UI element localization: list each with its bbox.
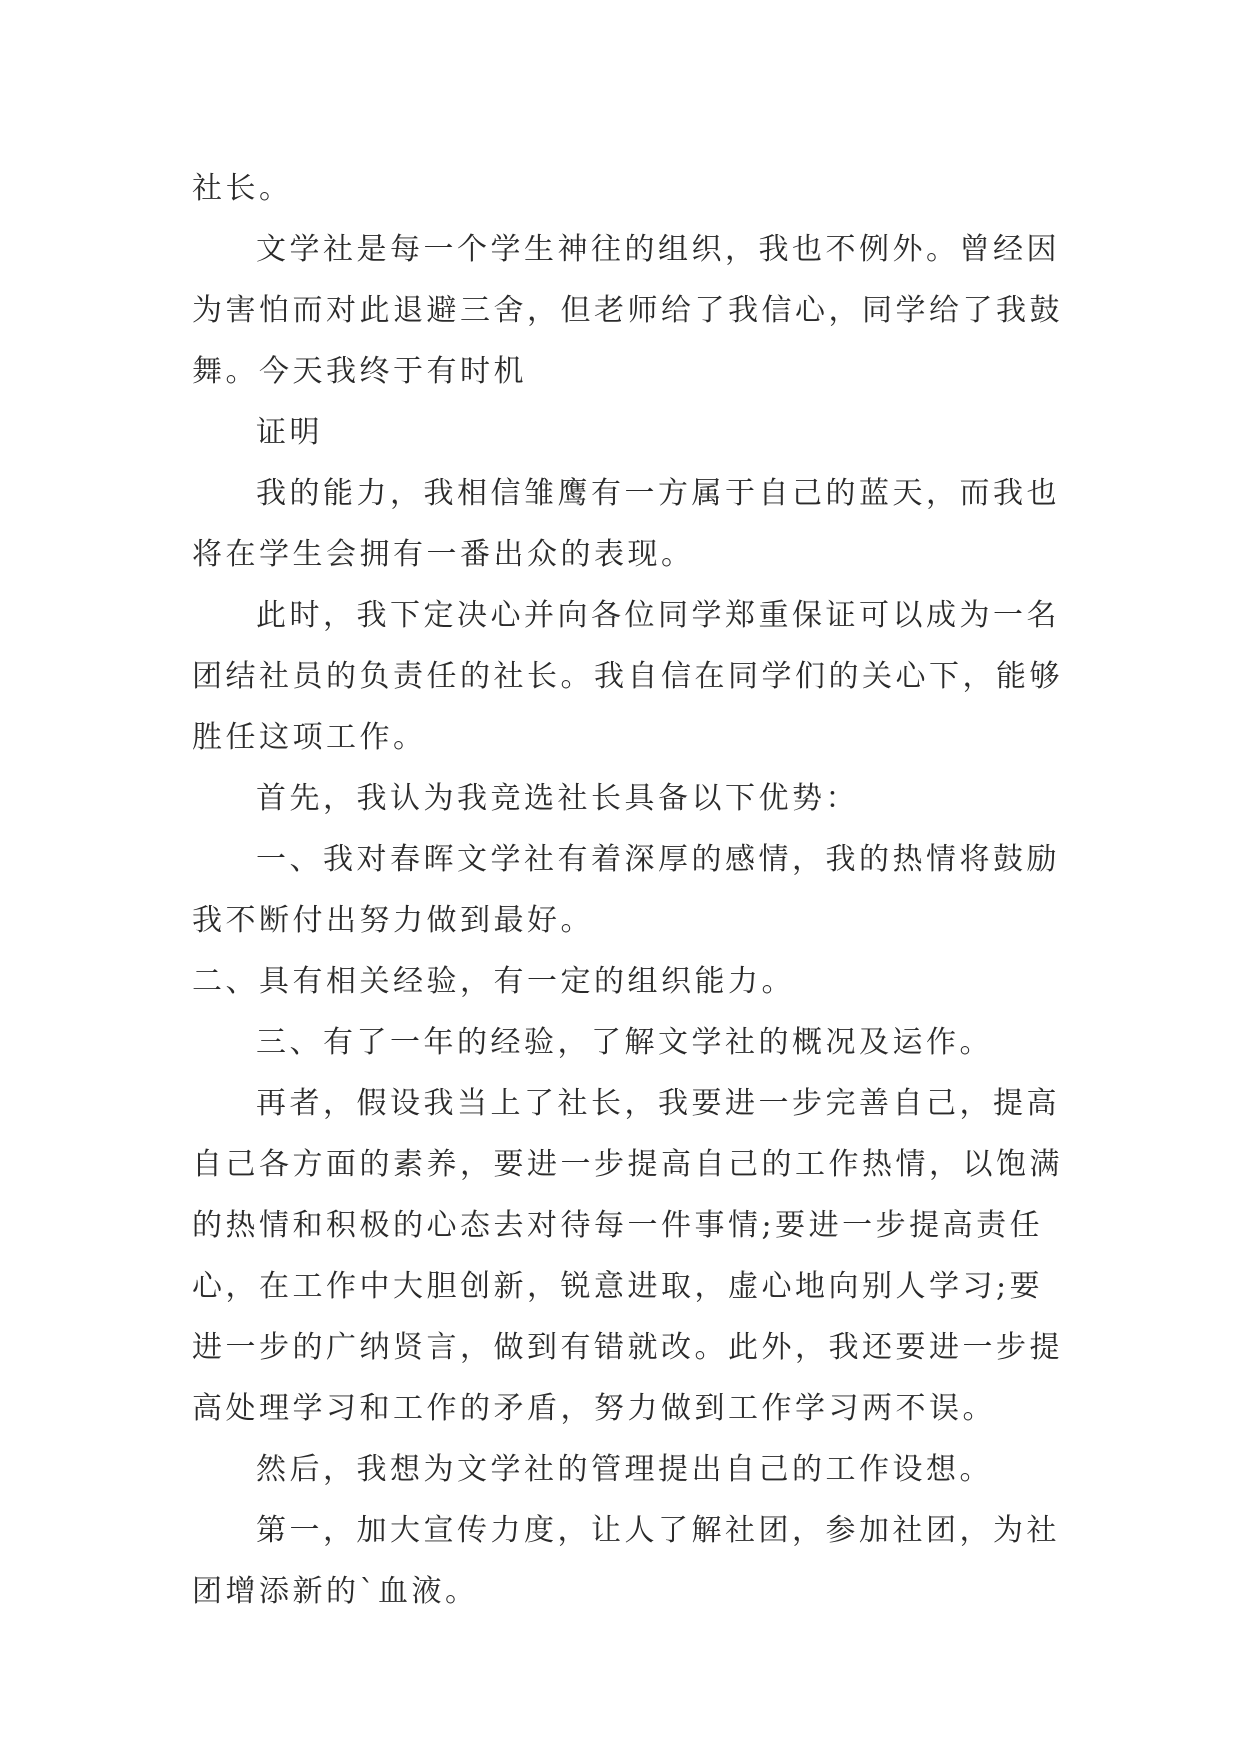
text-line: 我的能力，我相信雏鹰有一方属于自己的蓝天，而我也 xyxy=(256,476,1060,511)
text-line: 我不断付出努力做到最好。 xyxy=(192,903,594,938)
text-line: 一、我对春晖文学社有着深厚的感情，我的热情将鼓励 xyxy=(256,842,1060,877)
text-line: 自己各方面的素养，要进一步提高自己的工作热情，以饱满 xyxy=(192,1147,1063,1182)
text-line: 为害怕而对此退避三舍，但老师给了我信心，同学给了我鼓 xyxy=(192,293,1063,328)
text-line: 证明 xyxy=(256,415,323,450)
body-text xyxy=(192,158,1062,1622)
text-line: 的热情和积极的心态去对待每一件事情;要进一步提高责任 xyxy=(192,1208,1044,1243)
text-line: 胜任这项工作。 xyxy=(192,720,427,755)
text-line: 文学社是每一个学生神往的组织，我也不例外。曾经因 xyxy=(256,232,1060,267)
text-line: 将在学生会拥有一番出众的表现。 xyxy=(192,537,695,572)
text-line: 然后，我想为文学社的管理提出自己的工作设想。 xyxy=(256,1452,993,1487)
text-line: 三、有了一年的经验，了解文学社的概况及运作。 xyxy=(256,1025,993,1060)
text-line: 社长。 xyxy=(192,171,293,206)
text-line: 进一步的广纳贤言，做到有错就改。此外，我还要进一步提 xyxy=(192,1330,1063,1365)
text-line: 心，在工作中大胆创新，锐意进取，虚心地向别人学习;要 xyxy=(192,1269,1044,1304)
text-line: 团增添新的`血液。 xyxy=(192,1574,479,1609)
text-line: 舞。今天我终于有时机 xyxy=(192,354,527,389)
text-line: 高处理学习和工作的矛盾，努力做到工作学习两不误。 xyxy=(192,1391,996,1426)
text-line: 团结社员的负责任的社长。我自信在同学们的关心下，能够 xyxy=(192,659,1063,694)
text-line: 再者，假设我当上了社长，我要进一步完善自己，提高 xyxy=(256,1086,1060,1121)
text-line: 第一，加大宣传力度，让人了解社团，参加社团，为社 xyxy=(256,1513,1060,1548)
text-line: 二、具有相关经验，有一定的组织能力。 xyxy=(192,964,795,999)
text-line: 此时，我下定决心并向各位同学郑重保证可以成为一名 xyxy=(256,598,1060,633)
text-line: 首先，我认为我竞选社长具备以下优势： xyxy=(256,781,859,816)
